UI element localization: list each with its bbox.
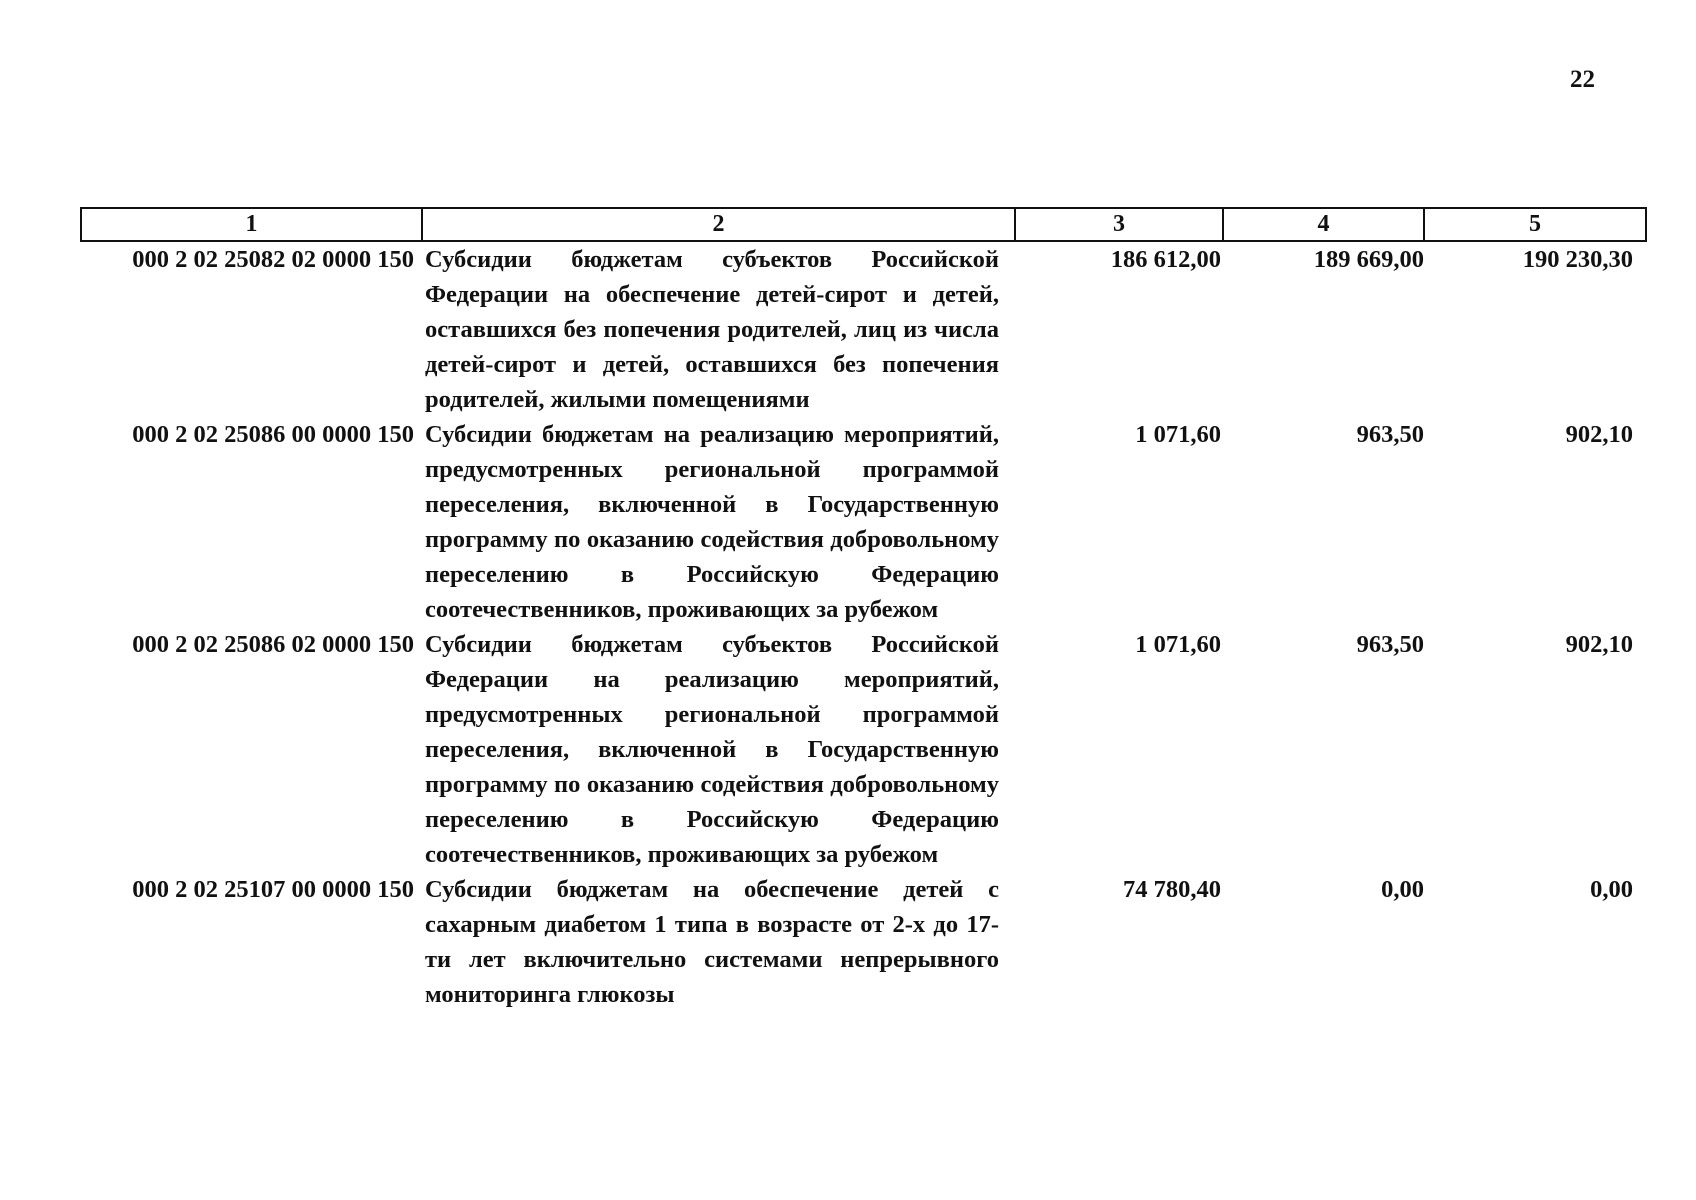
row-value-col4: 189 669,00 — [1313, 246, 1424, 273]
page-number: 22 — [1570, 66, 1595, 93]
table-row — [81, 417, 1646, 627]
table-body — [81, 241, 1646, 1012]
row-code: 000 2 02 25107 00 0000 150 — [132, 876, 414, 903]
header-col-4: 4 — [1223, 208, 1424, 241]
row-code: 000 2 02 25086 02 0000 150 — [132, 631, 414, 658]
row-value-col5: 902,10 — [1565, 421, 1633, 448]
row-value-col3: 74 780,40 — [1123, 876, 1221, 903]
row-value-col3: 1 071,60 — [1135, 421, 1221, 448]
table-row — [81, 241, 1646, 417]
row-name: Субсидии бюджетам на обеспечение детей с сахарным диабетом 1 типа в возрасте от 2-х до 17-ти лет включительно системами непрерывного мониторинга глюкозы — [425, 876, 999, 1008]
row-value-col4: 963,50 — [1356, 631, 1424, 658]
row-value-col4: 0,00 — [1381, 876, 1424, 903]
header-col-2: 2 — [422, 208, 1015, 241]
table-row — [81, 872, 1646, 1012]
row-name: Субсидии бюджетам на реализацию мероприятий, предусмотренных региональной программой переселения, включенной в Государственную программу по оказанию содействия добровольному переселению в Российскую Федерацию соотечественников, проживающих за рубежом — [425, 421, 999, 623]
row-code: 000 2 02 25086 00 0000 150 — [132, 421, 414, 448]
table-header — [81, 208, 1646, 241]
row-name: Субсидии бюджетам субъектов Российской Федерации на реализацию мероприятий, предусмотренных региональной программой переселения, включенной в Государственную программу по оказанию содействия добровольному переселению в Российскую Федерацию соотечественников, проживающих за рубежом — [425, 631, 999, 868]
row-value-col5: 902,10 — [1565, 631, 1633, 658]
row-value-col4: 963,50 — [1356, 421, 1424, 448]
header-col-1: 1 — [81, 208, 422, 241]
header-row — [81, 208, 1646, 241]
row-code: 000 2 02 25082 02 0000 150 — [132, 246, 414, 273]
budget-table-container — [80, 207, 1645, 1012]
header-col-3: 3 — [1015, 208, 1223, 241]
budget-table — [80, 207, 1647, 1012]
header-col-5: 5 — [1424, 208, 1646, 241]
row-value-col5: 190 230,30 — [1522, 246, 1633, 273]
row-name: Субсидии бюджетам субъектов Российской Федерации на обеспечение детей-сирот и детей, оставшихся без попечения родителей, лиц из числа детей-сирот и детей, оставшихся без попечения родителей, жилыми помещениями — [425, 246, 999, 413]
table-row — [81, 627, 1646, 872]
row-value-col3: 1 071,60 — [1135, 631, 1221, 658]
row-value-col5: 0,00 — [1590, 876, 1633, 903]
row-value-col3: 186 612,00 — [1110, 246, 1221, 273]
